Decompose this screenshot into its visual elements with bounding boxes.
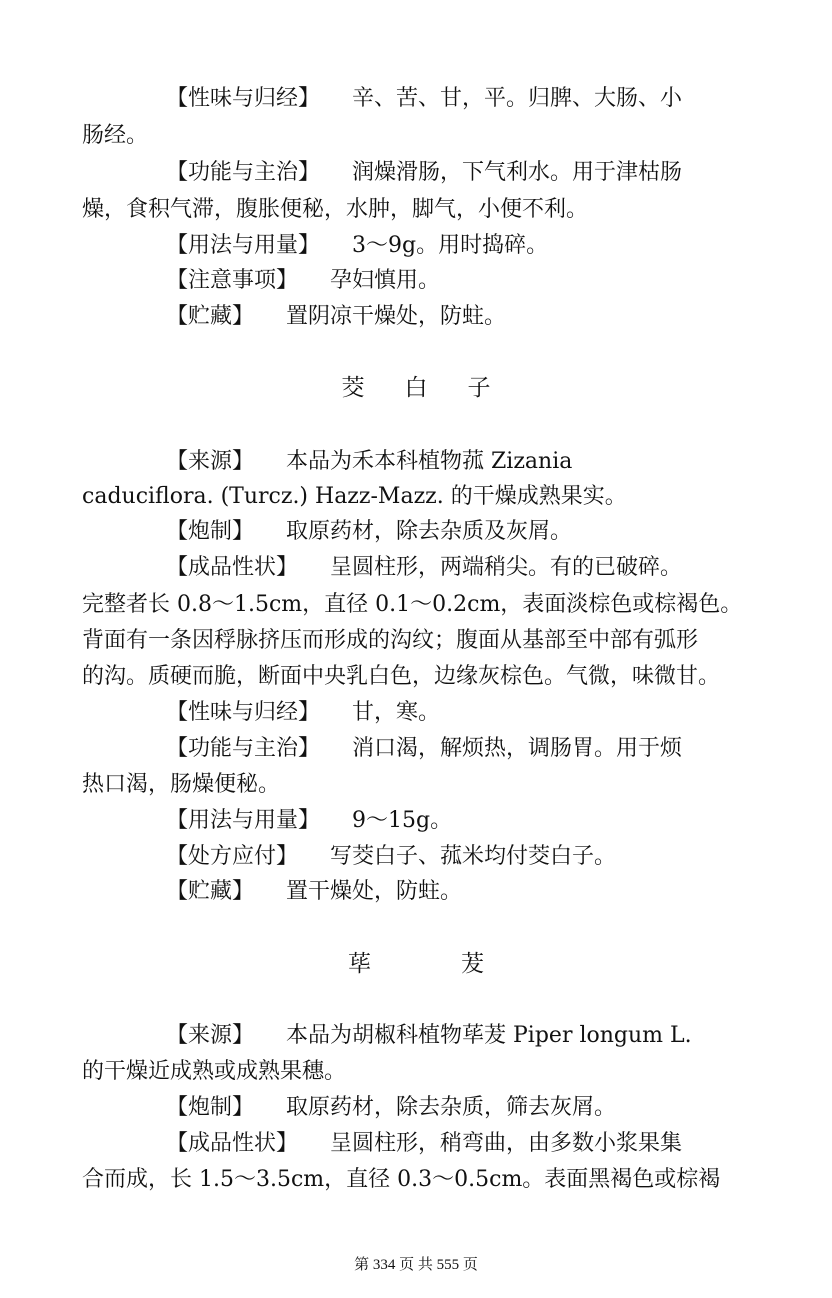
prev-function-line	[166, 158, 750, 188]
jiaobaizi-storage-text: 置干燥处，防蛀。	[286, 879, 463, 904]
jiaobaizi-source-line	[166, 447, 750, 477]
prev-dosage-label: 【用法与用量】	[166, 233, 321, 258]
bibo-processing-text: 取原药材，除去杂质，筛去灰屑。	[286, 1095, 617, 1120]
jiaobaizi-prescription-label: 【处方应付】	[166, 844, 299, 869]
jiaobaizi-storage-label: 【贮藏】	[166, 879, 255, 904]
prev-caution-label: 【注意事项】	[166, 268, 299, 293]
jiaobaizi-title: 茭白子	[341, 375, 531, 401]
jiaobaizi-prescription-line	[166, 842, 750, 872]
bibo-processing-label: 【炮制】	[166, 1095, 255, 1120]
jiaobaizi-taste-label: 【性味与归经】	[166, 700, 321, 725]
prev-taste-text: 辛、苦、甘，平。归脾、大肠、小	[352, 86, 683, 111]
jiaobaizi-storage-line	[166, 877, 750, 907]
prev-caution-line	[166, 266, 750, 296]
jiaobaizi-character-line	[166, 553, 750, 583]
bibo-character-label: 【成品性状】	[166, 1131, 299, 1156]
jiaobaizi-processing-line	[166, 517, 750, 547]
prev-dosage-line	[166, 231, 750, 261]
jiaobaizi-character-label: 【成品性状】	[166, 555, 299, 580]
prev-function-cont: 燥，食积气滞，腹胀便秘，水肿，脚气，小便不利。	[82, 197, 589, 222]
jiaobaizi-processing-label: 【炮制】	[166, 519, 255, 544]
page-footer: 第 334 页 共 555 页	[354, 1257, 478, 1273]
prev-caution-text: 孕妇慎用。	[330, 268, 441, 293]
bibo-source-line	[166, 1021, 750, 1051]
prev-storage-label: 【贮藏】	[166, 304, 255, 329]
bibo-source-text: 本品为胡椒科植物荜茇 Piper longum L.	[286, 1023, 692, 1048]
jiaobaizi-dosage-text: 9～15g。	[352, 808, 453, 833]
jiaobaizi-prescription-text: 写茭白子、菰米均付茭白子。	[330, 844, 617, 869]
prev-taste-cont: 肠经。	[82, 123, 149, 148]
jiaobaizi-source-cont: caduciflora. (Turcz.) Hazz-Mazz. 的干燥成熟果实。	[82, 484, 627, 509]
prev-taste-line	[166, 84, 750, 114]
jiaobaizi-function-text: 消口渴，解烦热，调肠胃。用于烦	[352, 736, 683, 761]
bibo-processing-line	[166, 1093, 750, 1123]
bibo-character-text: 呈圆柱形，稍弯曲，由多数小浆果集	[330, 1131, 683, 1156]
jiaobaizi-function-line	[166, 734, 750, 764]
jiaobaizi-dosage-line	[166, 806, 750, 836]
jiaobaizi-source-label: 【来源】	[166, 449, 255, 474]
prev-function-text: 润燥滑肠，下气利水。用于津枯肠	[352, 160, 683, 185]
jiaobaizi-taste-line	[166, 698, 750, 728]
jiaobaizi-character-cont-1: 完整者长 0.8～1.5cm，直径 0.1～0.2cm，表面淡棕色或棕褐色。	[82, 592, 743, 617]
prev-taste-label: 【性味与归经】	[166, 86, 321, 111]
jiaobaizi-character-cont-3: 的沟。质硬而脆，断面中央乳白色，边缘灰棕色。气微，味微甘。	[82, 664, 721, 689]
prev-dosage-text: 3～9g。用时捣碎。	[352, 233, 549, 258]
bibo-character-line	[166, 1129, 750, 1159]
prev-storage-line	[166, 302, 750, 332]
prev-function-label: 【功能与主治】	[166, 160, 321, 185]
jiaobaizi-function-cont: 热口渴，肠燥便秘。	[82, 772, 281, 797]
jiaobaizi-character-cont-2: 背面有一条因稃脉挤压而形成的沟纹；腹面从基部至中部有弧形	[82, 628, 699, 653]
bibo-source-label: 【来源】	[166, 1023, 255, 1048]
jiaobaizi-processing-text: 取原药材，除去杂质及灰屑。	[286, 519, 573, 544]
prev-storage-text: 置阴凉干燥处，防蛀。	[286, 304, 507, 329]
bibo-source-cont: 的干燥近成熟或成熟果穗。	[82, 1059, 347, 1084]
jiaobaizi-character-text: 呈圆柱形，两端稍尖。有的已破碎。	[330, 555, 683, 580]
jiaobaizi-taste-text: 甘，寒。	[352, 700, 441, 725]
jiaobaizi-dosage-label: 【用法与用量】	[166, 808, 321, 833]
jiaobaizi-source-text: 本品为禾本科植物菰 Zizania	[286, 449, 573, 474]
jiaobaizi-function-label: 【功能与主治】	[166, 736, 321, 761]
bibo-character-cont: 合而成，长 1.5～3.5cm，直径 0.3～0.5cm。表面黑褐色或棕褐	[82, 1167, 721, 1192]
bibo-title: 荜茇	[348, 951, 574, 977]
